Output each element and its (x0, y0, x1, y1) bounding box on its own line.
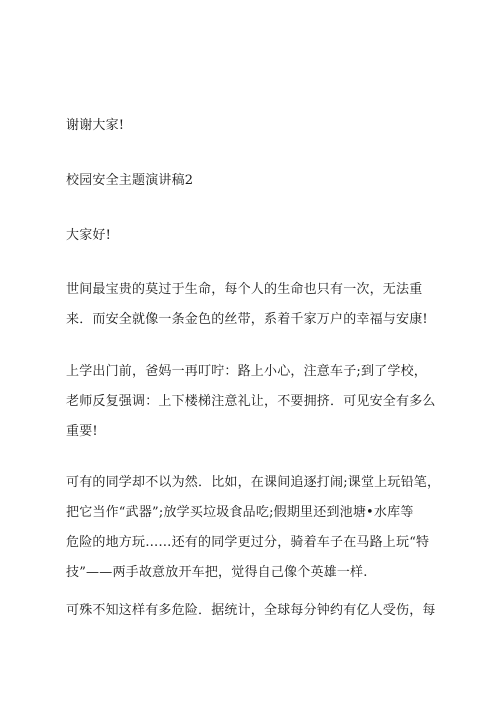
speech-title (66, 166, 446, 196)
paragraph-line: 上学出门前，爸妈一再叮咛：路上小心，注意车子;到了学校， (66, 364, 427, 379)
speech-title-text: 校园安全主题演讲稿2 (66, 173, 194, 188)
paragraph-line: 世间最宝贵的莫过于生命，每个人的生命也只有一次，无法重 (66, 282, 423, 297)
paragraph-line: 可有的同学却不以为然．比如，在课间追逐打闹;课堂上玩铅笔， (66, 475, 441, 490)
paragraph-1 (66, 275, 446, 335)
paragraph-line: 重要! (66, 424, 98, 439)
closing-line (66, 111, 446, 141)
paragraph-line: 把它当作“武器”;放学买垃圾食品吃;假期里还到池塘•水库等 (66, 505, 414, 520)
closing-text: 谢谢大家! (66, 118, 125, 133)
paragraph-3 (66, 468, 446, 588)
paragraph-line: 老师反复强调：上下楼梯注意礼让，不要拥挤．可见安全有多么 (66, 394, 436, 409)
greeting-line (66, 221, 446, 251)
paragraph-line: 技”——两手故意放开车把，觉得自己像个英雄一样. (66, 565, 368, 580)
paragraph-line: 可殊不知这样有多危险．据统计，全球每分钟约有亿人受伤，每 (66, 603, 436, 618)
greeting-text: 大家好! (66, 228, 112, 243)
paragraph-line: 来．而安全就像一条金色的丝带，系着千家万户的幸福与安康! (66, 312, 428, 327)
paragraph-4 (66, 596, 446, 626)
paragraph-2 (66, 357, 446, 447)
paragraph-line: 危险的地方玩……还有的同学更过分，骑着车子在马路上玩“特 (66, 535, 430, 550)
